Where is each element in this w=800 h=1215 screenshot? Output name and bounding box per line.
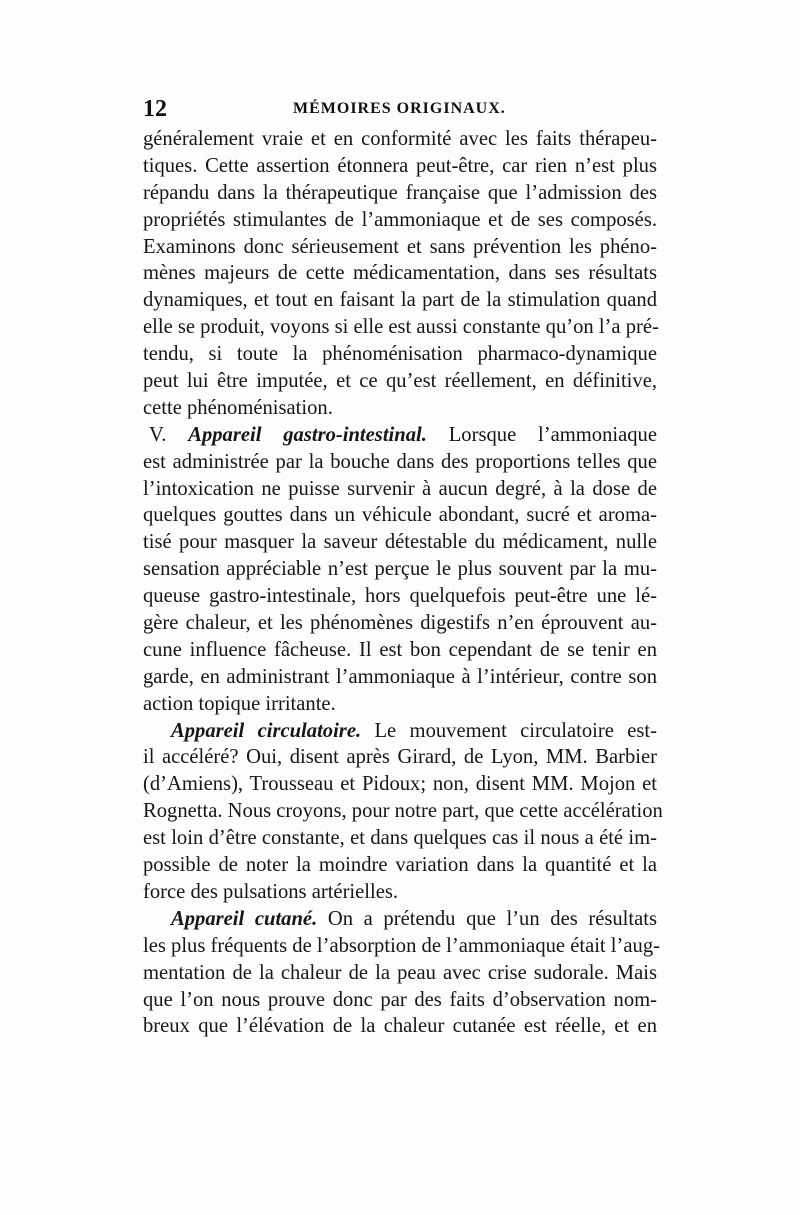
section-heading: Appareil circulatoire. [171,719,362,742]
text-line: (d’Amiens), Trousseau et Pidoux; non, disent MM. Mojon et [143,773,657,796]
text-line: cette phénoménisation. [143,396,333,419]
section-heading: Appareil gastro-intestinal. [188,423,427,446]
text-line: queuse gastro-intestinale, hors quelquefois peut-être une lé- [143,585,657,608]
text-line: tendu, si toute la phénoménisation pharmaco-dynamique [143,343,657,366]
section-heading-line [143,422,657,449]
section-heading: Appareil cutané. [171,907,318,930]
text-line: répandu dans la thérapeutique française que l’admission des [143,181,657,204]
text-line: force des pulsations artérielles. [143,880,399,903]
section-heading-line [143,718,657,745]
text-line: est loin d’être constante, et dans quelques cas il nous a été im- [143,827,657,850]
text-line: généralement vraie et en conformité avec les faits thérapeu- [143,128,657,150]
text-line: que l’on nous prouve donc par des faits d’observation nom- [143,988,657,1011]
text-run: On a prétendu que l’un des résultats [317,907,657,930]
page-header [143,94,657,124]
text-line: dynamiques, et tout en faisant la part de la stimulation quand [143,289,657,312]
section-number: V. [149,423,189,446]
running-head: MÉMOIRES ORIGINAUX. [293,100,506,117]
text-line: les plus fréquents de l’absorption de l’ammoniaque était l’aug- [143,934,660,957]
text-line: cune influence fâcheuse. Il est bon cependant de se tenir en [143,638,657,661]
text-line: il accéléré? Oui, disent après Girard, de Lyon, MM. Barbier [143,746,657,769]
page-number: 12 [143,96,167,122]
text-line: Rognetta. Nous croyons, pour notre part, que cette accélération [143,800,663,823]
text-line: est administrée par la bouche dans des proportions telles que [143,450,657,473]
text-line: mentation de la chaleur de la peau avec crise sudorale. Mais [143,961,657,984]
text-line: breux que l’élévation de la chaleur cutanée est réelle, et en [143,1015,657,1038]
text-line: sensation appréciable n’est perçue le plus souvent par la mu- [143,558,657,581]
text-line: garde, en administrant l’ammoniaque à l’intérieur, contre son [143,665,657,688]
text-line: propriétés stimulantes de l’ammoniaque et de ses composés. [143,208,657,231]
text-line: elle se produit, voyons si elle est aussi constante qu’on l’a pré- [143,316,659,339]
text-line: action topique irritante. [143,692,336,715]
text-line: tiques. Cette assertion étonnera peut-être, car rien n’est plus [143,154,657,177]
text-line: gère chaleur, et les phénomènes digestifs n’en éprouvent au- [143,612,657,635]
section-heading-line [143,906,657,933]
text-line: tisé pour masquer la saveur détestable du médicament, nulle [143,531,657,554]
text-line: peut lui être imputée, et ce qu’est réellement, en définitive, [143,370,657,393]
text-line: mènes majeurs de cette médicamentation, dans ses résultats [143,262,657,285]
text-line: Examinons donc sérieusement et sans prévention les phéno- [143,235,657,258]
text-line: l’intoxication ne puisse survenir à aucun degré, à la dose de [143,477,657,500]
text-run: Lorsque l’ammoniaque [426,423,657,446]
text-run: Le mouvement circulatoire est- [361,719,657,742]
body-text [143,126,663,1040]
text-line: possible de noter la moindre variation dans la quantité et la [143,854,657,877]
text-line: quelques gouttes dans un véhicule abondant, sucré et aroma- [143,504,657,527]
